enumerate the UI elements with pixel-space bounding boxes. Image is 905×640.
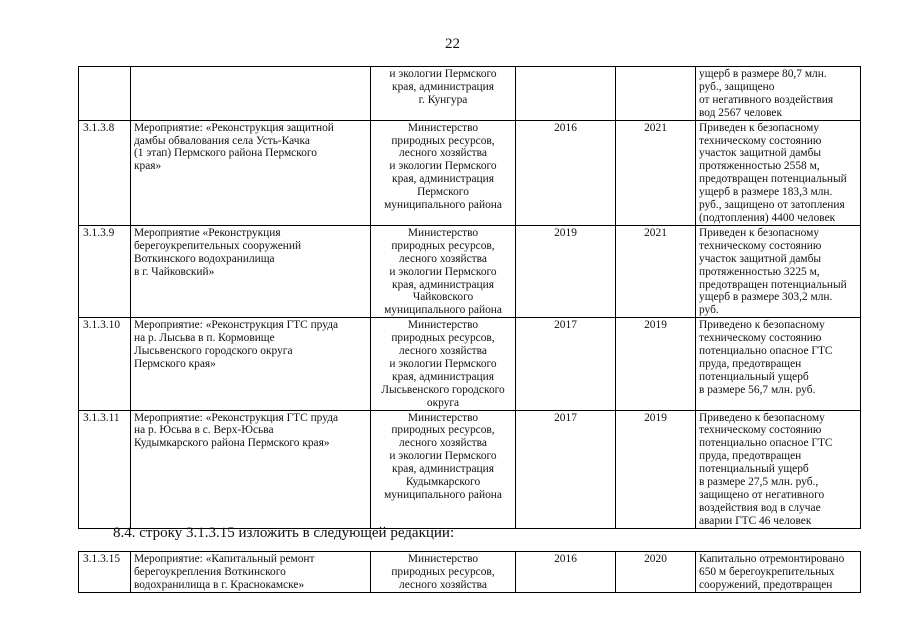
cell-text-line: и экологии Пермского — [389, 160, 497, 173]
cell-text-line: муниципального района — [384, 199, 502, 212]
cell-text-line: протяженностью 3225 м, — [699, 265, 820, 278]
cell-text-line: муниципального района — [384, 489, 502, 501]
cell-text-line: округа — [426, 396, 460, 409]
cell-text-line: и экологии Пермского — [389, 68, 497, 80]
cell-text-line: Министерство — [407, 553, 479, 565]
cell-text-line: Мероприятие «Реконструкция — [134, 226, 281, 239]
cell-text-line: Воткинского водохранилища — [134, 252, 275, 265]
cell-text-line: Приведено к безопасному — [699, 411, 825, 424]
cell-text-line: участок защитной дамбы — [699, 147, 822, 160]
start-year-cell — [516, 67, 616, 121]
cell-text-line: природных ресурсов, — [391, 424, 495, 437]
cell-text-line: природных ресурсов, — [391, 332, 495, 345]
main-table — [78, 66, 861, 529]
cell-text-line: руб., защищено — [699, 80, 775, 93]
cell-text-line: Лысьвенского городского округа — [134, 345, 293, 358]
row-number-cell: 3.1.3.11 — [79, 410, 131, 528]
cell-text-line: Министерство — [407, 319, 479, 332]
end-year-cell: 2021 — [616, 225, 696, 317]
cell-text-line: аварии ГТС 46 человек — [699, 514, 812, 527]
cell-text-line: техническому состоянию — [699, 239, 822, 252]
cell-text-line: ущерб в размере 303,2 млн. — [699, 291, 833, 304]
cell-text-line: техническому состоянию — [699, 332, 822, 345]
cell-text-line: Пермского — [417, 186, 469, 199]
cell-text-line: предотвращен потенциальный — [699, 173, 847, 186]
end-year-cell: 2021 — [616, 120, 696, 225]
page-number: 22 — [445, 36, 460, 52]
cell-text-line: берегоукрепления Воткинского — [134, 565, 286, 578]
cell-text-line: и экологии Пермского — [389, 265, 497, 278]
main-table-body — [79, 67, 861, 529]
event-cell — [131, 120, 371, 225]
cell-text-line: водохранилища в г. Краснокамске» — [134, 578, 305, 591]
cell-text-line: края, администрация — [392, 80, 494, 93]
cell-text-line: лесного хозяйства — [399, 147, 487, 160]
cell-text-line: техническому состоянию — [699, 424, 822, 437]
result-cell — [696, 120, 861, 225]
cell-text-line: Мероприятие: «Реконструкция ГТС пруда — [134, 319, 339, 332]
cell-text-line: Мероприятие: «Реконструкция ГТС пруда — [134, 411, 339, 424]
cell-text-line: берегоукрепительных сооружений — [134, 239, 302, 252]
result-cell — [696, 67, 861, 121]
cell-text-line: вод 2567 человек — [699, 106, 783, 119]
cell-text-line: муниципального района — [384, 304, 502, 317]
row-number-cell — [79, 67, 131, 121]
executor-cell — [371, 552, 516, 593]
event-cell — [131, 552, 371, 593]
table-row — [79, 318, 861, 410]
cell-text-line: в размере 27,5 млн. руб., — [699, 476, 819, 489]
row-number-cell: 3.1.3.10 — [79, 318, 131, 410]
result-cell — [696, 410, 861, 528]
cell-text-line: ущерб в размере 80,7 млн. — [699, 68, 827, 80]
cell-text-line: (подтопления) 4400 человек — [699, 211, 836, 224]
row-number-cell: 3.1.3.15 — [79, 552, 131, 593]
cell-text-line: Мероприятие: «Капитальный ремонт — [134, 553, 315, 565]
cell-text-line: лесного хозяйства — [399, 252, 487, 265]
bottom-table-body — [79, 552, 861, 593]
result-cell — [696, 225, 861, 317]
cell-text-line: Приведен к безопасному — [699, 121, 820, 134]
cell-text-line: природных ресурсов, — [391, 565, 495, 578]
cell-text-line: от негативного воздействия — [699, 93, 834, 106]
cell-text-line: потенциально опасное ГТС — [699, 437, 833, 450]
bottom-table — [78, 551, 861, 593]
cell-text-line: участок защитной дамбы — [699, 252, 822, 265]
cell-text-line: г. Кунгура — [418, 93, 468, 106]
cell-text-line: Капитально отремонтировано — [699, 553, 845, 565]
start-year-cell: 2017 — [516, 410, 616, 528]
cell-text-line: в размере 56,7 млн. руб. — [699, 383, 816, 396]
cell-text-line: Кудымкарского — [405, 476, 481, 489]
table-row — [79, 225, 861, 317]
cell-text-line: предотвращен потенциальный — [699, 278, 847, 291]
cell-text-line: края, администрация — [392, 370, 494, 383]
cell-text-line: защищено от негативного — [699, 489, 825, 501]
result-cell — [696, 552, 861, 593]
cell-text-line: (1 этап) Пермского района Пермского — [134, 147, 317, 160]
cell-text-line: лесного хозяйства — [399, 437, 487, 450]
table-row — [79, 410, 861, 528]
start-year-cell: 2019 — [516, 225, 616, 317]
cell-text-line: пруда, предотвращен — [699, 357, 802, 370]
cell-text-line: Министерство — [407, 411, 479, 424]
row-number-cell: 3.1.3.9 — [79, 225, 131, 317]
event-cell — [131, 225, 371, 317]
start-year-cell: 2017 — [516, 318, 616, 410]
cell-text-line: в г. Чайковский» — [134, 265, 215, 278]
executor-cell — [371, 225, 516, 317]
end-year-cell: 2020 — [616, 552, 696, 593]
cell-text-line: края, администрация — [392, 463, 494, 476]
cell-text-line: сооружений, предотвращен — [699, 578, 833, 591]
cell-text-line: Пермского края» — [134, 357, 216, 370]
cell-text-line: воздействия вод в случае — [699, 501, 821, 514]
end-year-cell: 2019 — [616, 318, 696, 410]
executor-cell — [371, 120, 516, 225]
cell-text-line: и экологии Пермского — [389, 450, 497, 463]
cell-text-line: техническому состоянию — [699, 134, 822, 147]
cell-text-line: Мероприятие: «Реконструкция защитной — [134, 121, 334, 134]
cell-text-line: природных ресурсов, — [391, 239, 495, 252]
cell-text-line: потенциальный ущерб — [699, 370, 809, 383]
table-row — [79, 67, 861, 121]
row-number-cell: 3.1.3.8 — [79, 120, 131, 225]
cell-text-line: на р. Лысьва в п. Кормовище — [134, 332, 275, 345]
cell-text-line: лесного хозяйства — [399, 345, 487, 358]
cell-text-line: Кудымкарского района Пермского края» — [134, 437, 330, 450]
table-row — [79, 120, 861, 225]
cell-text-line: дамбы обвалования села Усть-Качка — [134, 134, 310, 147]
cell-text-line: природных ресурсов, — [391, 134, 495, 147]
cell-text-line: края, администрация — [392, 278, 494, 291]
cell-text-line: ущерб в размере 183,3 млн. — [699, 186, 833, 199]
cell-text-line: потенциальный ущерб — [699, 463, 809, 476]
cell-text-line: пруда, предотвращен — [699, 450, 802, 463]
executor-cell — [371, 410, 516, 528]
cell-text-line: 650 м берегоукрепительных — [699, 565, 835, 578]
cell-text-line: руб., защищено от затопления — [699, 199, 845, 212]
cell-text-line: Приведен к безопасному — [699, 226, 820, 239]
start-year-cell: 2016 — [516, 552, 616, 593]
cell-text-line: потенциально опасное ГТС — [699, 345, 833, 358]
cell-text-line: лесного хозяйства — [399, 578, 487, 591]
result-cell — [696, 318, 861, 410]
end-year-cell — [616, 67, 696, 121]
cell-text-line: Чайковского — [412, 291, 474, 304]
cell-text-line: на р. Юсьва в с. Верх-Юсьва — [134, 424, 274, 437]
cell-text-line: и экологии Пермского — [389, 357, 497, 370]
cell-text-line: Министерство — [407, 121, 479, 134]
executor-cell — [371, 67, 516, 121]
cell-text-line: Лысьвенского городского — [381, 383, 505, 396]
executor-cell — [371, 318, 516, 410]
cell-text-line: руб. — [699, 304, 719, 317]
event-cell — [131, 67, 371, 121]
cell-text-line: края» — [134, 160, 162, 173]
end-year-cell: 2019 — [616, 410, 696, 528]
cell-text-line: края, администрация — [392, 173, 494, 186]
event-cell — [131, 410, 371, 528]
table-row — [79, 552, 861, 593]
cell-text-line: Министерство — [407, 226, 479, 239]
cell-text-line: протяженностью 2558 м, — [699, 160, 820, 173]
start-year-cell: 2016 — [516, 120, 616, 225]
section-heading: 8.4. строку 3.1.3.15 изложить в следующей редакции: — [113, 525, 455, 541]
cell-text-line: Приведено к безопасному — [699, 319, 825, 332]
event-cell — [131, 318, 371, 410]
